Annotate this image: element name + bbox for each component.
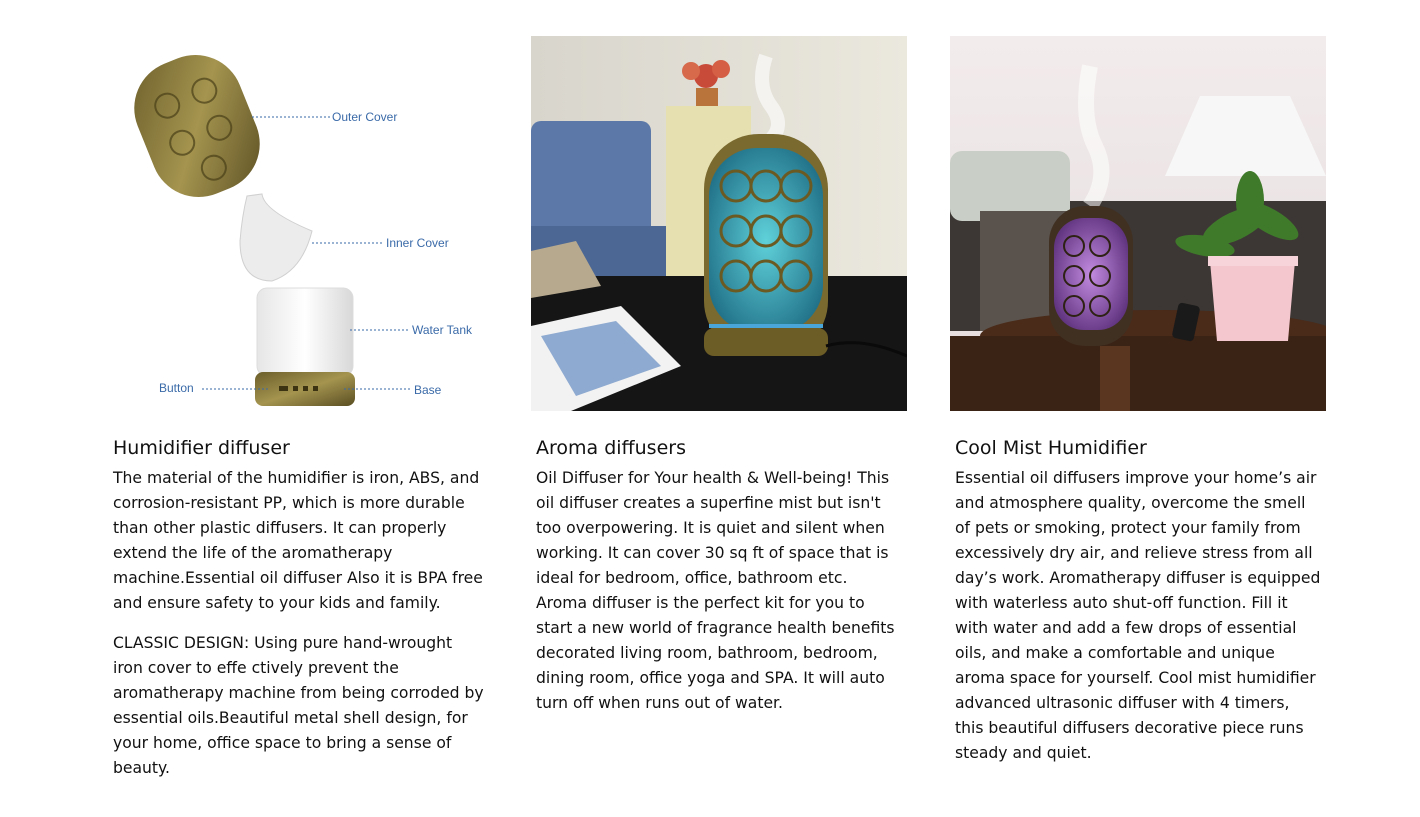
diffuser-parts-diagram: [112, 36, 488, 411]
aroma-diffuser-photo: [531, 36, 907, 411]
module-paragraph: Oil Diffuser for Your health & Well-being! This oil diffuser creates a superfine mist but isn't too overpowering. It is quiet and silent when working. It can cover 30 sq ft of space that is ideal for bedroom, office, bathroom etc. Aroma diffuser is the perfect kit for you to start a new world of fragrance health benefits decorated living room, bathroom, bedroom, dining room, office yoga and SPA. It will auto turn off when runs out of water.: [536, 469, 895, 712]
callout-water-tank: Water Tank: [412, 323, 473, 337]
module-paragraph: CLASSIC DESIGN: Using pure hand-wrought iron cover to effe ctively prevent the aromatherapy machine from being corroded by essential oils.Beautiful metal shell design, for your home, office space to bring a sense of beauty.: [113, 634, 484, 777]
module-heading: Humidifier diffuser: [113, 437, 290, 459]
module-heading: Cool Mist Humidifier: [955, 437, 1147, 459]
module-paragraph: The material of the humidifier is iron, ABS, and corrosion-resistant PP, which is more durable than other plastic diffusers. It can properly extend the life of the aromatherapy machine.Essential oil diffuser Also it is BPA free and ensure safety to your kids and family.: [113, 469, 483, 612]
callout-outer-cover: Outer Cover: [332, 110, 398, 124]
product-module-2: [531, 36, 907, 731]
callout-button: Button: [159, 381, 194, 395]
callout-base: Base: [414, 383, 442, 397]
product-module-3: [950, 36, 1326, 781]
module-heading: Aroma diffusers: [536, 437, 686, 459]
product-module-1: [112, 36, 488, 796]
module-paragraph: Essential oil diffusers improve your home’s air and atmosphere quality, overcome the smell of pets or smoking, protect your family from excessively dry air, and relieve stress from all day’s work. Aromatherapy diffuser is equipped with waterless auto shut-off function. Fill it with water and add a few drops of essential oils, and make a comfortable and unique aroma space for yourself. Cool mist humidifier advanced ultrasonic diffuser with 4 timers, this beautiful diffusers decorative piece runs steady and quiet.: [955, 469, 1321, 762]
callout-inner-cover: Inner Cover: [386, 236, 449, 250]
cool-mist-humidifier-photo: [950, 36, 1326, 411]
